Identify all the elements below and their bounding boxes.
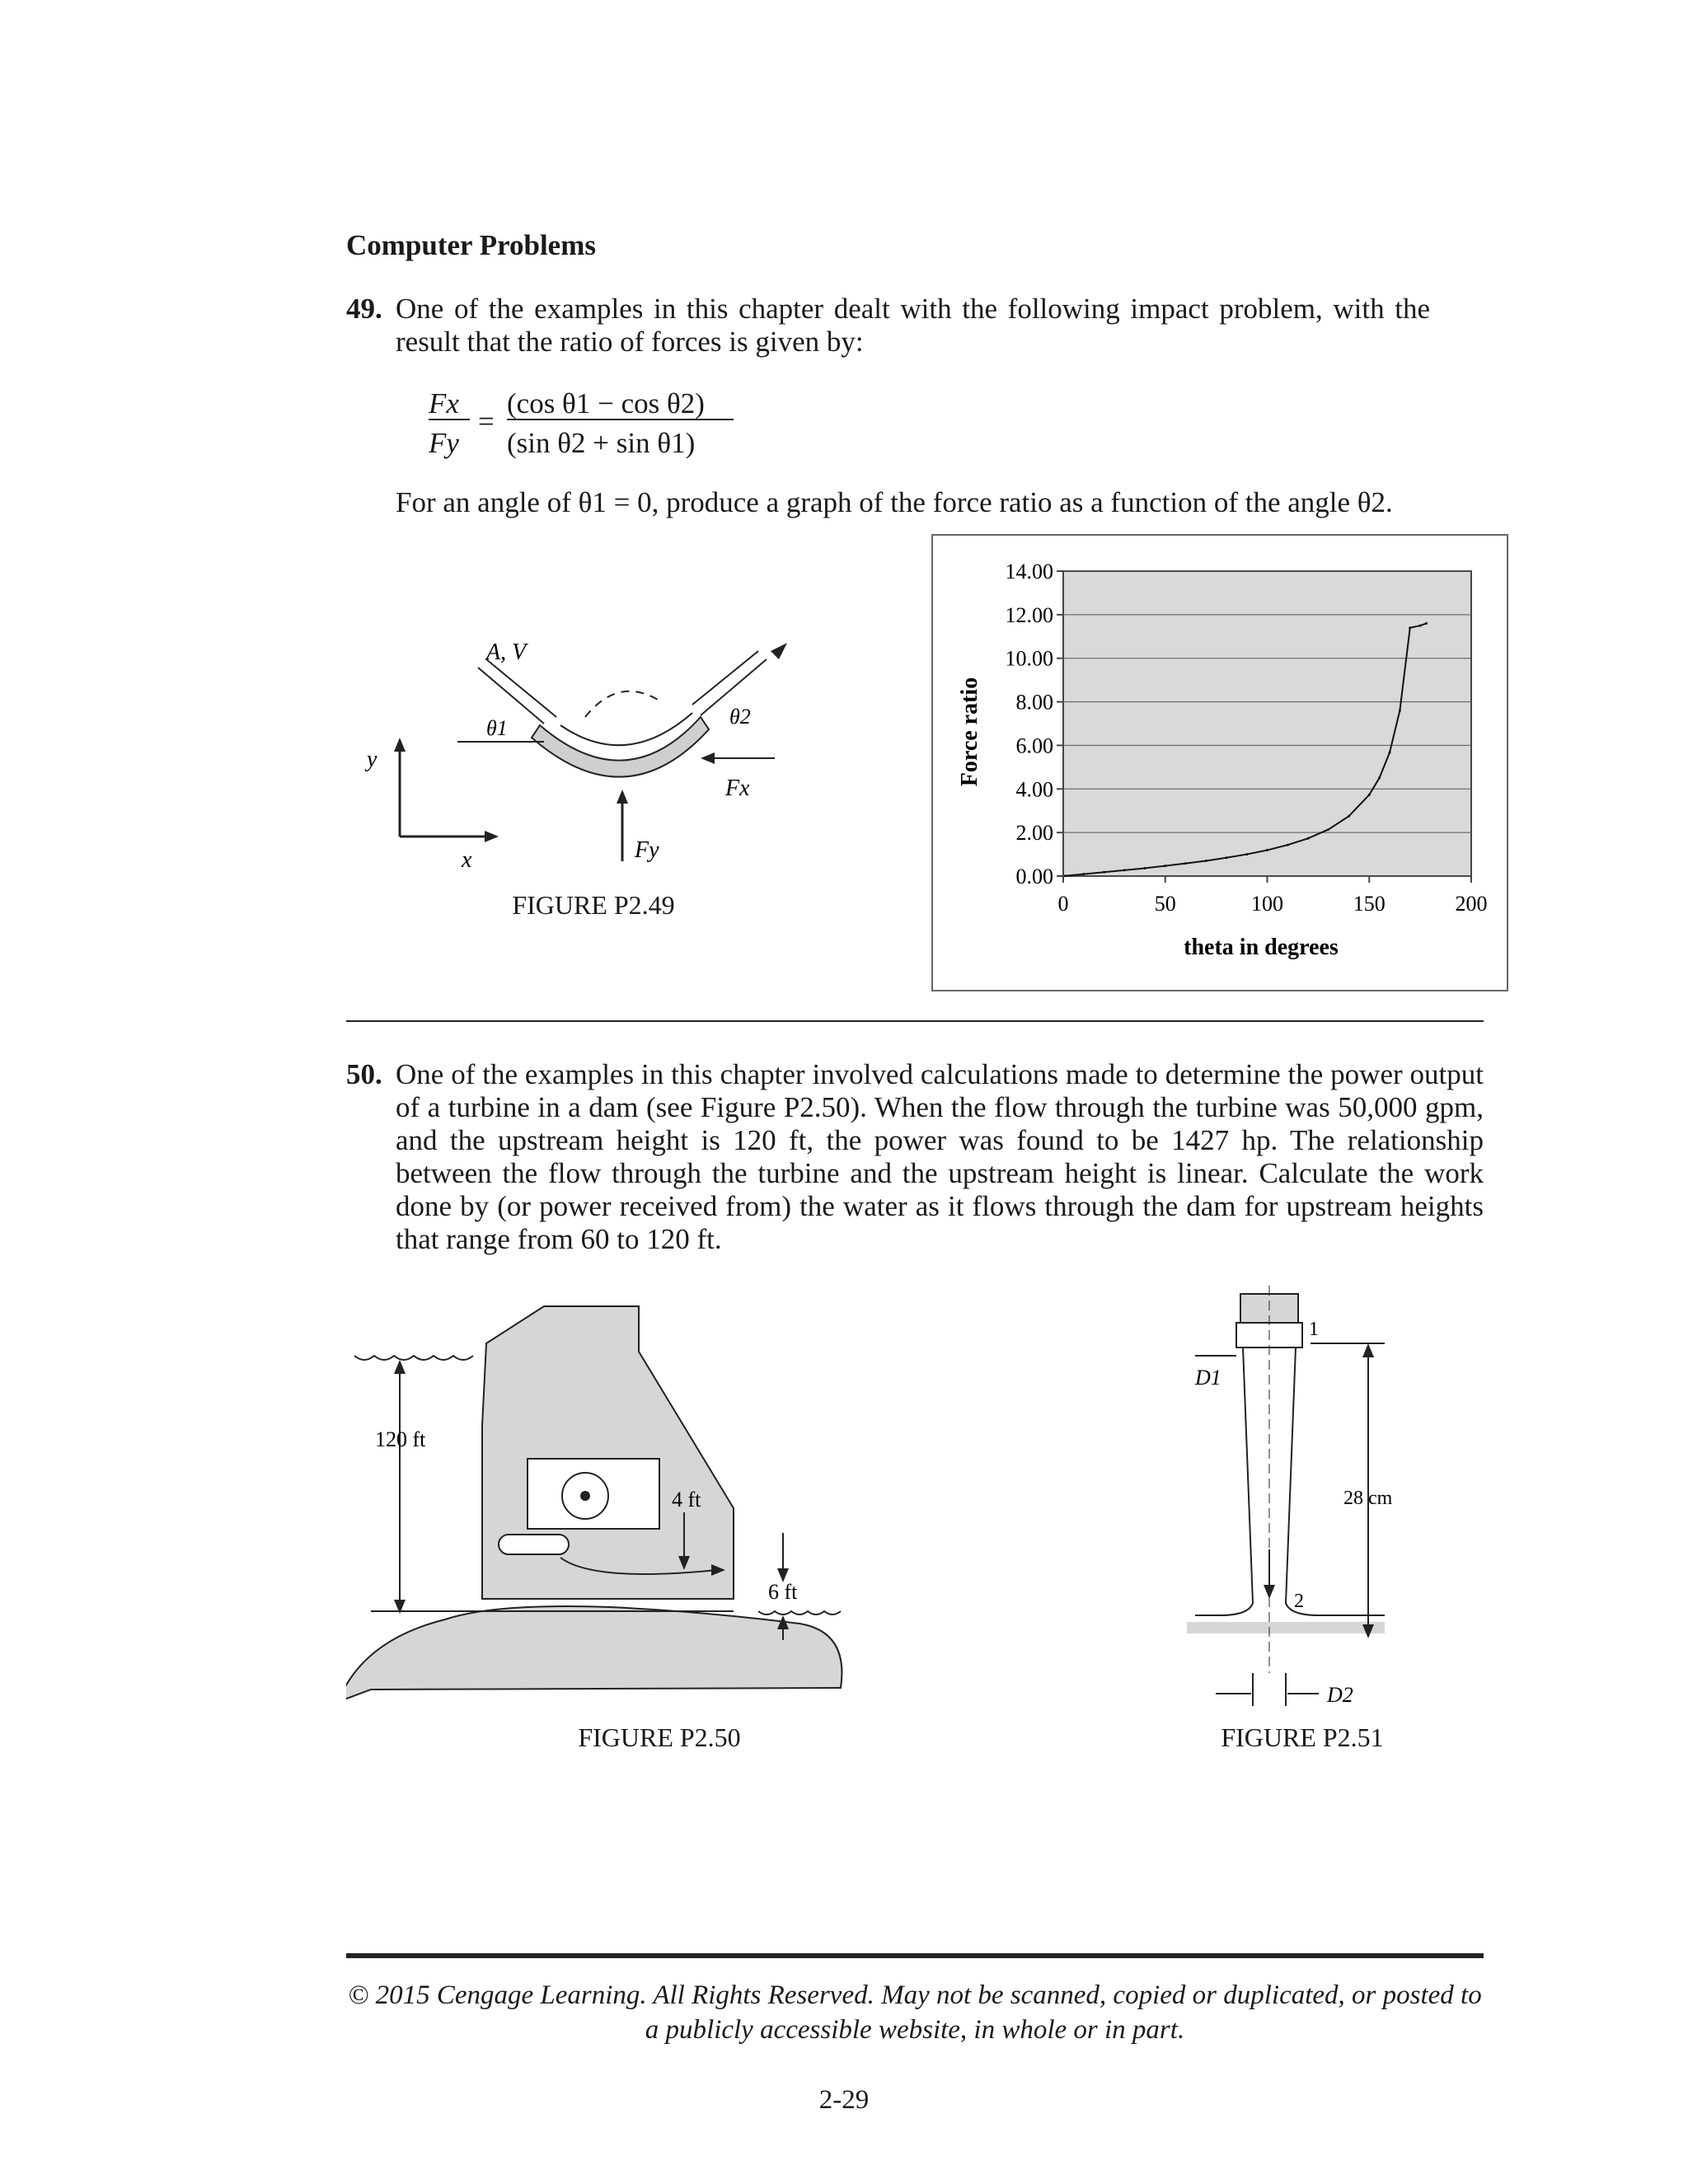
chart-data-point	[1266, 849, 1268, 851]
label-fy: Fy	[635, 837, 659, 863]
force-ratio-chart	[931, 534, 1508, 991]
eq-lhs-denominator: Fy	[429, 427, 459, 459]
label-av: A, V	[486, 640, 527, 665]
chart-data-point	[1064, 874, 1067, 877]
page-number: 2-29	[818, 2085, 870, 2115]
chart-data-point	[1082, 873, 1085, 875]
figure-p250-dam	[346, 1294, 857, 1706]
figure-p251-caption: FIGURE P2.51	[1221, 1722, 1384, 1752]
eq-rhs-denominator: (sin θ2 + sin θ1)	[507, 427, 696, 459]
chart-plot-area	[1063, 571, 1471, 876]
label-fx: Fx	[725, 776, 750, 801]
chart-data-point	[1389, 752, 1391, 754]
chart-y-tick-label: 8.00	[1015, 690, 1053, 715]
label-4ft: 4 ft	[672, 1488, 701, 1511]
figure-p249-caption: FIGURE P2.49	[512, 890, 675, 920]
chart-data-point	[1327, 828, 1329, 831]
chart-x-tick-label: 0	[1057, 892, 1069, 916]
eq-lhs-numerator: Fx	[429, 387, 459, 419]
figure-p250-caption: FIGURE P2.50	[578, 1722, 741, 1752]
section-heading: Computer Problems	[346, 229, 596, 261]
chart-data-point	[1123, 869, 1126, 871]
chart-y-tick-label: 14.00	[1005, 560, 1053, 583]
figure-p251-tube	[1179, 1277, 1426, 1722]
chart-data-point	[1205, 860, 1207, 862]
chart-data-point	[1103, 871, 1105, 874]
label-28cm: 28 cm	[1343, 1488, 1393, 1509]
chart-x-tick-label: 100	[1251, 892, 1283, 916]
axis-x-label: x	[462, 847, 472, 873]
chart-x-tick-label: 150	[1353, 892, 1386, 916]
label-6ft: 6 ft	[768, 1580, 798, 1604]
chart-y-tick-label: 0.00	[1015, 865, 1053, 888]
chart-x-axis-label: theta in degrees	[1184, 935, 1339, 960]
label-station-2: 2	[1294, 1591, 1304, 1612]
chart-y-tick-label: 10.00	[1005, 646, 1053, 671]
label-120ft: 120 ft	[375, 1427, 426, 1451]
chart-data-point	[1409, 626, 1411, 629]
problem-49-text: One of the examples in this chapter dealt with the following impact problem, with the result that the ratio of forces is given by:	[396, 293, 1430, 358]
chart-data-point	[1307, 837, 1310, 840]
label-d2: D2	[1327, 1683, 1353, 1707]
section-divider	[346, 1020, 1484, 1022]
label-d1: D1	[1195, 1366, 1221, 1390]
chart-data-point	[1245, 853, 1248, 855]
chart-data-point	[1184, 862, 1187, 865]
label-theta2: θ2	[729, 705, 751, 729]
eq-rhs-numerator: (cos θ1 − cos θ2)	[507, 387, 705, 419]
chart-data-point	[1378, 776, 1381, 779]
chart-data-point	[1399, 710, 1401, 712]
chart-y-tick-label: 2.00	[1015, 821, 1053, 846]
label-station-1: 1	[1309, 1319, 1319, 1340]
footer-rule	[346, 1953, 1484, 1958]
chart-data-point	[1425, 622, 1428, 625]
problem-50-text: One of the examples in this chapter involved calculations made to determine the power output of a turbine in a dam (see Figure P2.50). When the flow through the turbine was 50,000 gpm, and the upstream height is 120 ft, the power was found to be 1427 hp. The relationship between the flow through the turbine and the upstream height is linear. Calculate the work done by (or power received from) the water as it flows through the dam for upstream heights that range from 60 to 120 ft.	[396, 1058, 1484, 1255]
chart-x-tick-label: 200	[1455, 892, 1488, 916]
problem-50-number: 50.	[346, 1058, 382, 1090]
chart-data-point	[1226, 856, 1228, 859]
chart-y-tick-label: 4.00	[1015, 777, 1053, 802]
chart-data-point	[1144, 867, 1146, 869]
chart-data-point	[1287, 844, 1289, 846]
label-theta1: θ1	[486, 716, 508, 740]
copyright-notice: © 2015 Cengage Learning. All Rights Reserved. May not be scanned, copied or duplicated, or posted to a publicly accessible website, in whole or in part.	[348, 1980, 1482, 2045]
chart-data-point	[1368, 794, 1371, 796]
chart-x-tick-label: 50	[1154, 892, 1176, 916]
axis-y-label: y	[367, 747, 377, 772]
chart-y-tick-label: 6.00	[1015, 733, 1053, 758]
chart-y-tick-label: 12.00	[1005, 602, 1053, 627]
chart-y-axis-label: Force ratio	[957, 677, 982, 787]
chart-data-point	[1419, 625, 1422, 627]
figure-p249-diagram	[346, 626, 808, 890]
chart-data-point	[1348, 815, 1350, 818]
problem-49-instruction: For an angle of θ1 = 0, produce a graph of the force ratio as a function of the angle θ2.	[396, 486, 1393, 518]
problem-49-number: 49.	[346, 293, 382, 325]
chart-data-point	[1164, 865, 1166, 867]
